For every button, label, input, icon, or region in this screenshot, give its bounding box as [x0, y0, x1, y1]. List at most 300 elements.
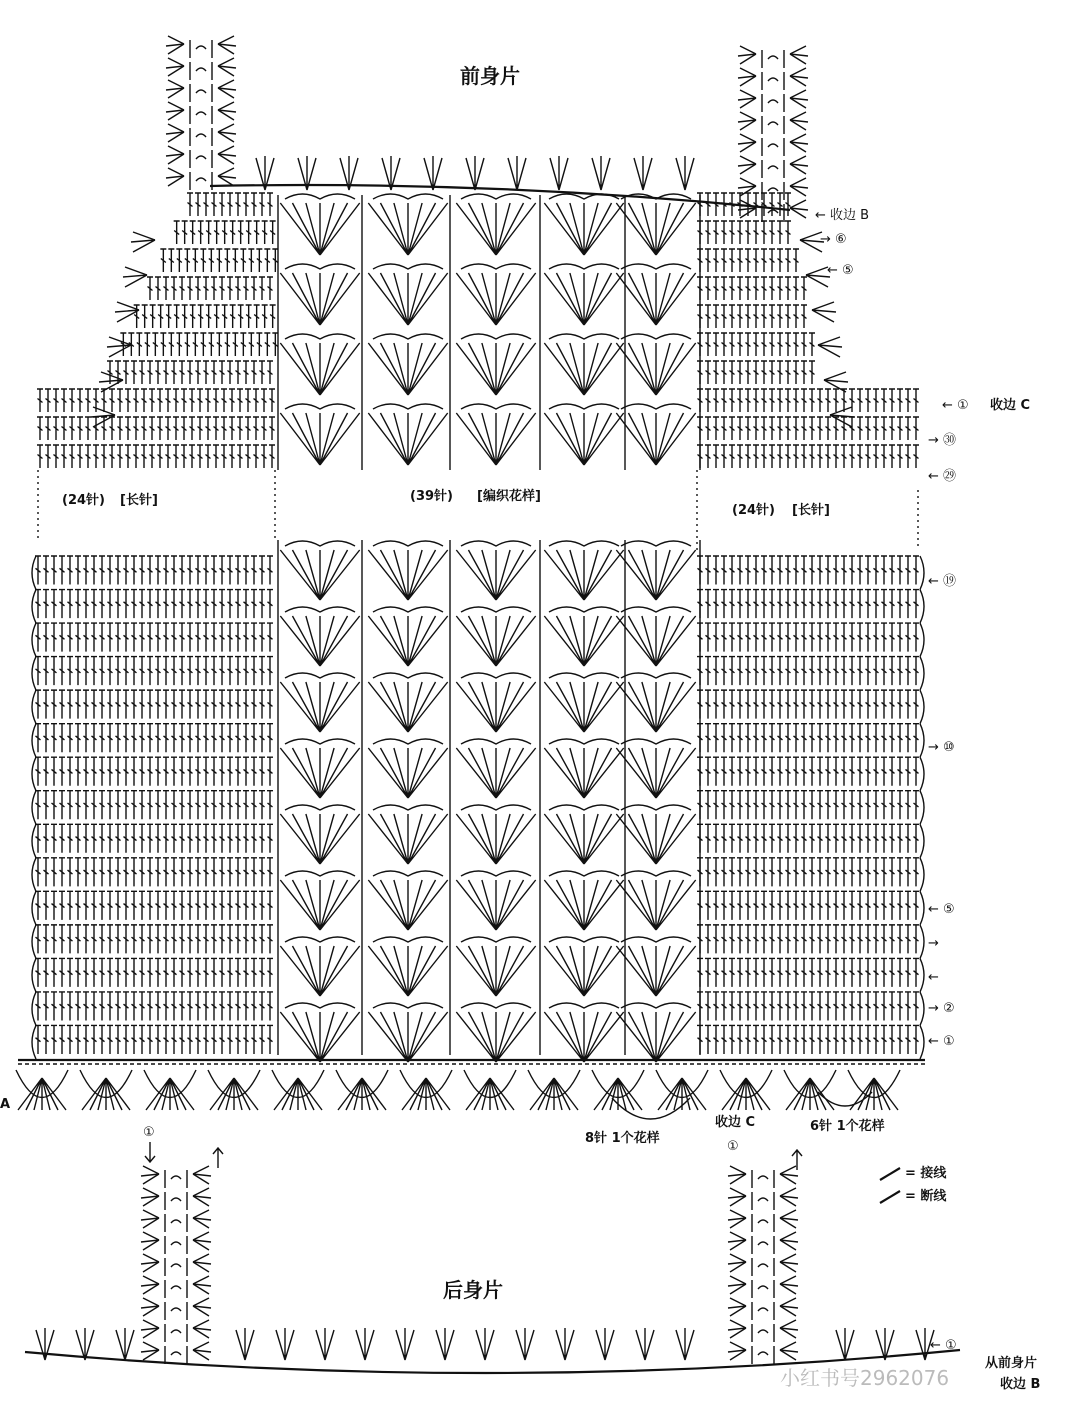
dc-stitch: [243, 623, 249, 652]
dc-stitch: [267, 657, 273, 686]
dc-stitch: [705, 417, 711, 440]
dc-stitch: [230, 221, 236, 244]
dc-stitch: [705, 445, 711, 468]
dc-stitch: [125, 445, 131, 468]
strap-stitch: [141, 1342, 211, 1364]
dc-stitch: [179, 623, 185, 652]
dc-stitch: [67, 657, 73, 686]
dc-stitch: [817, 417, 823, 440]
shell-fan: [616, 550, 695, 600]
dc-stitch: [825, 657, 831, 686]
dc-stitch: [243, 858, 249, 887]
dc-stitch: [197, 389, 203, 412]
dc-stitch: [913, 724, 919, 753]
dc-stitch: [192, 249, 198, 272]
dc-stitch: [873, 445, 879, 468]
dc-stitch: [174, 305, 180, 328]
dc-stitch: [109, 389, 115, 412]
back-edge-fan: [596, 1328, 614, 1360]
turning-chain: [32, 757, 36, 791]
dc-stitch: [761, 361, 767, 384]
strap-stitch: [738, 46, 808, 68]
dc-stitch: [99, 958, 105, 987]
dc-stitch: [123, 1025, 129, 1054]
dc-stitch: [246, 305, 252, 328]
dc-stitch: [881, 1025, 887, 1054]
dc-stitch: [43, 925, 49, 954]
dc-stitch: [793, 724, 799, 753]
picot-arch: [461, 937, 531, 942]
dc-stitch: [147, 657, 153, 686]
dc-stitch: [729, 445, 735, 468]
dc-stitch: [227, 277, 233, 300]
shell-fan: [616, 1012, 695, 1062]
dc-stitch: [251, 891, 257, 920]
dc-stitch: [721, 925, 727, 954]
dc-stitch: [243, 590, 249, 619]
dc-stitch: [259, 1025, 265, 1054]
dc-stitch: [245, 417, 251, 440]
dc-stitch: [131, 657, 137, 686]
dc-stitch: [713, 958, 719, 987]
dc-stitch: [131, 690, 137, 719]
strap-stitch: [728, 1342, 798, 1364]
dc-stitch: [91, 891, 97, 920]
dc-stitch: [269, 417, 275, 440]
picot-arch: [373, 805, 443, 810]
dc-stitch: [195, 824, 201, 853]
bottom-scallop: [80, 1070, 132, 1110]
dc-stitch: [753, 724, 759, 753]
dc-stitch: [857, 1025, 863, 1054]
picot-arch: [285, 937, 355, 942]
dc-stitch: [237, 389, 243, 412]
dc-stitch: [192, 333, 198, 356]
dc-stitch: [801, 891, 807, 920]
dc-stitch: [139, 690, 145, 719]
dc-stitch: [913, 623, 919, 652]
dc-stitch: [131, 791, 137, 820]
dc-stitch: [769, 858, 775, 887]
shell-fan: [456, 880, 535, 930]
shell-fan: [280, 814, 359, 864]
picot-arch: [461, 673, 531, 678]
dc-stitch: [163, 623, 169, 652]
dc-stitch: [131, 824, 137, 853]
dc-stitch: [91, 791, 97, 820]
dc-stitch: [179, 690, 185, 719]
dc-stitch: [163, 657, 169, 686]
dc-stitch: [817, 858, 823, 887]
dc-stitch: [721, 891, 727, 920]
dc-stitch: [117, 389, 123, 412]
dc-stitch: [259, 724, 265, 753]
dc-stitch: [881, 858, 887, 887]
dc-stitch: [67, 590, 73, 619]
picot-arch: [285, 871, 355, 876]
shell-fan: [368, 413, 447, 465]
shell-fan: [368, 748, 447, 798]
dc-stitch: [777, 221, 783, 244]
dc-stitch: [825, 1025, 831, 1054]
double-crochet-columns: [32, 193, 924, 1059]
dc-stitch: [873, 556, 879, 585]
dc-stitch: [793, 657, 799, 686]
dc-stitch: [190, 221, 196, 244]
dc-stitch: [222, 221, 228, 244]
dc-stitch: [865, 1025, 871, 1054]
dc-stitch: [849, 724, 855, 753]
dc-stitch: [785, 445, 791, 468]
dc-stitch: [905, 623, 911, 652]
picot-arch: [549, 607, 619, 612]
dc-stitch: [83, 891, 89, 920]
dc-stitch: [99, 757, 105, 786]
dc-stitch: [769, 690, 775, 719]
back-edge-fan: [276, 1328, 294, 1360]
dc-stitch: [123, 925, 129, 954]
dc-stitch: [163, 724, 169, 753]
dc-stitch: [248, 249, 254, 272]
dc-stitch: [75, 858, 81, 887]
dc-stitch: [99, 925, 105, 954]
dc-stitch: [809, 992, 815, 1021]
picot-arch: [285, 673, 355, 678]
shell-fan: [456, 1012, 535, 1062]
dc-stitch: [753, 193, 759, 216]
dc-stitch: [833, 389, 839, 412]
dc-stitch: [131, 757, 137, 786]
turning-chain: [920, 690, 924, 724]
dc-stitch: [67, 724, 73, 753]
dc-stitch: [232, 333, 238, 356]
dc-stitch: [897, 724, 903, 753]
dc-stitch: [753, 590, 759, 619]
strap-stitch: [166, 124, 236, 146]
dc-stitch: [163, 361, 169, 384]
dc-stitch: [179, 958, 185, 987]
dc-stitch: [198, 305, 204, 328]
dc-stitch: [737, 389, 743, 412]
dc-stitch: [195, 657, 201, 686]
dc-stitch: [75, 992, 81, 1021]
dc-stitch: [729, 791, 735, 820]
dc-stitch: [809, 445, 815, 468]
dc-stitch: [889, 992, 895, 1021]
dc-stitch: [67, 556, 73, 585]
dc-stitch: [171, 277, 177, 300]
dc-stitch: [195, 1025, 201, 1054]
dc-stitch: [841, 824, 847, 853]
center-count: (39针): [410, 489, 453, 504]
dc-stitch: [881, 824, 887, 853]
dc-stitch: [729, 590, 735, 619]
picot-arch: [373, 404, 443, 409]
dc-stitch: [873, 824, 879, 853]
dc-stitch: [865, 791, 871, 820]
dc-stitch: [245, 389, 251, 412]
dc-stitch: [115, 757, 121, 786]
dc-stitch: [777, 958, 783, 987]
dc-stitch: [769, 724, 775, 753]
dc-stitch: [721, 305, 727, 328]
dc-stitch: [857, 757, 863, 786]
dc-stitch: [235, 958, 241, 987]
dc-stitch: [737, 791, 743, 820]
dc-stitch: [235, 556, 241, 585]
dc-stitch: [913, 958, 919, 987]
dc-stitch: [769, 556, 775, 585]
dc-stitch: [235, 824, 241, 853]
picot-arch: [461, 739, 531, 744]
dc-stitch: [253, 389, 259, 412]
dc-stitch: [729, 690, 735, 719]
dc-stitch: [171, 992, 177, 1021]
dc-stitch: [753, 361, 759, 384]
dc-stitch: [897, 657, 903, 686]
dc-stitch: [841, 623, 847, 652]
dc-stitch: [219, 992, 225, 1021]
dc-stitch: [179, 992, 185, 1021]
dc-stitch: [841, 724, 847, 753]
dc-stitch: [195, 623, 201, 652]
dc-stitch: [267, 824, 273, 853]
dc-stitch: [243, 690, 249, 719]
dc-stitch: [865, 925, 871, 954]
dc-stitch: [67, 958, 73, 987]
dc-stitch: [873, 757, 879, 786]
dc-stitch: [889, 824, 895, 853]
dc-stitch: [107, 657, 113, 686]
neckline-fan: [634, 156, 652, 190]
dc-stitch: [849, 824, 855, 853]
dc-stitch: [841, 757, 847, 786]
dc-stitch: [913, 657, 919, 686]
dc-stitch: [825, 445, 831, 468]
row-label-edge-b: ← 收边 B: [815, 208, 870, 223]
dc-stitch: [75, 824, 81, 853]
picot-arch: [285, 194, 355, 199]
dc-stitch: [115, 925, 121, 954]
dc-stitch: [133, 389, 139, 412]
shell-fan: [368, 814, 447, 864]
dc-stitch: [889, 657, 895, 686]
dc-stitch: [85, 445, 91, 468]
turning-chain: [32, 657, 36, 691]
dc-stitch: [267, 277, 273, 300]
dc-stitch: [211, 992, 217, 1021]
shell-fan: [280, 273, 359, 325]
dc-stitch: [721, 333, 727, 356]
dc-stitch: [713, 925, 719, 954]
dc-stitch: [801, 657, 807, 686]
dc-stitch: [211, 623, 217, 652]
dc-stitch: [881, 724, 887, 753]
dc-stitch: [801, 445, 807, 468]
shell-fan: [456, 343, 535, 395]
dc-stitch: [801, 757, 807, 786]
dc-stitch: [865, 556, 871, 585]
dc-stitch: [769, 305, 775, 328]
dc-stitch: [240, 249, 246, 272]
dc-stitch: [227, 193, 233, 216]
dc-stitch: [267, 690, 273, 719]
dc-stitch: [721, 690, 727, 719]
dc-stitch: [203, 277, 209, 300]
dc-stitch: [841, 858, 847, 887]
dc-stitch: [107, 824, 113, 853]
dc-stitch: [35, 958, 41, 987]
dc-stitch: [83, 791, 89, 820]
dc-stitch: [179, 277, 185, 300]
dc-stitch: [107, 590, 113, 619]
dc-stitch: [184, 333, 190, 356]
dc-stitch: [37, 417, 43, 440]
turning-chain: [920, 590, 924, 624]
dc-stitch: [777, 333, 783, 356]
turning-chain: [920, 757, 924, 791]
dc-stitch: [713, 657, 719, 686]
dc-stitch: [219, 556, 225, 585]
dc-stitch: [211, 277, 217, 300]
dc-stitch: [171, 858, 177, 887]
dc-stitch: [243, 657, 249, 686]
dc-stitch: [737, 724, 743, 753]
neckline-fan: [592, 156, 610, 190]
dc-stitch: [267, 556, 273, 585]
dc-stitch: [801, 690, 807, 719]
dc-stitch: [77, 389, 83, 412]
dc-stitch: [259, 858, 265, 887]
armhole-edge: [123, 267, 147, 287]
dc-stitch: [35, 925, 41, 954]
strap-stitch: [728, 1254, 798, 1276]
dc-stitch: [913, 992, 919, 1021]
dc-stitch: [873, 992, 879, 1021]
dc-stitch: [865, 858, 871, 887]
dc-stitch: [251, 193, 257, 216]
dc-stitch: [107, 958, 113, 987]
dc-stitch: [219, 1025, 225, 1054]
dc-stitch: [777, 992, 783, 1021]
picot-arch: [285, 541, 355, 546]
dc-stitch: [897, 824, 903, 853]
dc-stitch: [251, 925, 257, 954]
dc-stitch: [761, 958, 767, 987]
dc-stitch: [705, 277, 711, 300]
picot-arch: [461, 607, 531, 612]
dc-stitch: [59, 623, 65, 652]
dc-stitch: [171, 891, 177, 920]
dc-stitch: [889, 891, 895, 920]
back-strap-marker-left: ①: [143, 1125, 155, 1140]
dc-stitch: [745, 791, 751, 820]
dc-stitch: [267, 992, 273, 1021]
dc-stitch: [160, 249, 166, 272]
dc-stitch: [251, 1025, 257, 1054]
dc-stitch: [793, 958, 799, 987]
dc-stitch: [99, 556, 105, 585]
dc-stitch: [91, 958, 97, 987]
dc-stitch: [865, 417, 871, 440]
dc-stitch: [99, 891, 105, 920]
turning-chain: [920, 992, 924, 1026]
shell-fan: [368, 343, 447, 395]
dc-stitch: [123, 724, 129, 753]
dc-stitch: [785, 221, 791, 244]
picot-arch: [461, 334, 531, 339]
dc-stitch: [849, 556, 855, 585]
dc-stitch: [99, 657, 105, 686]
dc-stitch: [35, 757, 41, 786]
dc-stitch: [753, 992, 759, 1021]
dc-stitch: [91, 590, 97, 619]
dc-stitch: [865, 623, 871, 652]
dc-stitch: [171, 590, 177, 619]
dc-stitch: [721, 389, 727, 412]
dc-stitch: [705, 556, 711, 585]
dc-stitch: [101, 445, 107, 468]
dc-stitch: [705, 958, 711, 987]
dc-stitch: [753, 657, 759, 686]
dc-stitch: [235, 992, 241, 1021]
dc-stitch: [163, 925, 169, 954]
dc-stitch: [825, 958, 831, 987]
dc-stitch: [261, 417, 267, 440]
dc-stitch: [51, 757, 57, 786]
dc-stitch: [785, 623, 791, 652]
dc-stitch: [235, 623, 241, 652]
dc-stitch: [737, 556, 743, 585]
dc-stitch: [801, 277, 807, 300]
dc-stitch: [259, 757, 265, 786]
dc-stitch: [67, 1025, 73, 1054]
dc-stitch: [123, 657, 129, 686]
dc-stitch: [793, 757, 799, 786]
dc-stitch: [833, 824, 839, 853]
shell-fan: [280, 343, 359, 395]
dc-stitch: [155, 277, 161, 300]
dc-stitch: [761, 858, 767, 887]
dc-stitch: [123, 992, 129, 1021]
legend-join: = 接线: [905, 1166, 947, 1181]
dc-stitch: [841, 556, 847, 585]
dc-stitch: [785, 389, 791, 412]
dc-stitch: [240, 333, 246, 356]
dc-stitch: [195, 757, 201, 786]
turning-chain: [32, 724, 36, 758]
shell-fan: [368, 616, 447, 666]
dc-stitch: [737, 445, 743, 468]
dc-stitch: [171, 623, 177, 652]
dc-stitch: [93, 445, 99, 468]
dc-stitch: [905, 1025, 911, 1054]
dc-stitch: [171, 925, 177, 954]
dc-stitch: [253, 417, 259, 440]
dc-stitch: [163, 891, 169, 920]
dc-stitch: [753, 221, 759, 244]
dc-stitch: [761, 623, 767, 652]
dc-stitch: [187, 623, 193, 652]
dc-stitch: [235, 657, 241, 686]
dc-stitch: [237, 445, 243, 468]
dc-stitch: [897, 556, 903, 585]
dc-stitch: [745, 305, 751, 328]
dc-stitch: [253, 445, 259, 468]
dc-stitch: [913, 556, 919, 585]
bottom-scallop: [208, 1070, 260, 1110]
dc-stitch: [737, 858, 743, 887]
